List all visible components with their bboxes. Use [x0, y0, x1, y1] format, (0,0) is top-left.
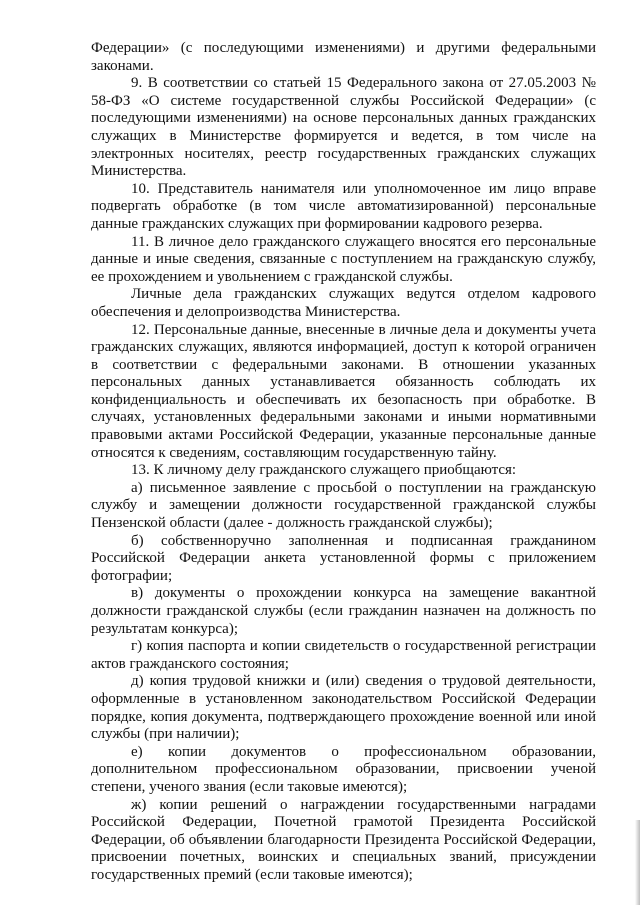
- list-item-g: г) копия паспорта и копии свидетельств о государственной регистрации актов гражданского состояния;: [91, 638, 596, 672]
- document-body: [91, 40, 596, 885]
- paragraph-10: 10. Представитель нанимателя или уполномоченное им лицо вправе подвергать обработке (в том числе автоматизированной) персональные данные гражданских служащих при формировании кадрового резерва.: [91, 180, 596, 232]
- paragraph-9: 9. В соответствии со статьей 15 Федерального закона от 27.05.2003 № 58-ФЗ «О системе государственной службы Российской Федерации» (с последующими изменениями) на основе персональных данных гражданских служащих в Министерстве формируется и ведется, в том числе на электронных носителях, реестр государственных гражданских служащих Министерства.: [91, 75, 596, 180]
- list-item-e: е) копии документов о профессиональном образовании, дополнительном профессиональном образовании, присвоении ученой степени, ученого звания (если таковые имеются);: [91, 743, 596, 795]
- paragraph-11: 11. В личное дело гражданского служащего вносятся его персональные данные и иные сведения, связанные с поступлением на гражданскую службу, ее прохождением и увольнением с гражданской службы.: [91, 233, 596, 285]
- paragraph-continuation: Федерации» (с последующими изменениями) и другими федеральными законами.: [91, 40, 596, 74]
- list-item-zh: ж) копии решений о награждении государственными наградами Российской Федерации, Почетной грамотой Президента Российской Федерации, об объявлении благодарности Президента Российской Федерации, присвоении почетных, воинских и специальных званий, присуждении государственных премий (если таковые имеются);: [91, 796, 596, 883]
- paragraph-11-personal-files: Личные дела гражданских служащих ведутся отделом кадрового обеспечения и делопроизводства Министерства.: [91, 286, 596, 320]
- list-item-a: а) письменное заявление с просьбой о поступлении на гражданскую службу и замещении должности государственной гражданской службы Пензенской области (далее - должность гражданской службы);: [91, 479, 596, 532]
- scan-edge-shadow: [635, 820, 640, 905]
- paragraph-12: 12. Персональные данные, внесенные в личные дела и документы учета гражданских служащих, являются информацией, доступ к которой ограничен в соответствии с федеральными законами. В отношении указанных персональных данных устанавливается обязанность соблюдать их конфиденциальность и обеспечивать их безопасность при обработке. В случаях, установленных федеральными законами и иными нормативными правовыми актами Российской Федерации, указанные персональные данные относятся к сведениям, составляющим государственную тайну.: [91, 321, 596, 461]
- paragraph-13: 13. К личному делу гражданского служащего приобщаются:: [131, 462, 517, 479]
- list-item-v: в) документы о прохождении конкурса на замещение вакантной должности гражданской службы (если гражданин назначен на должность по результатам конкурса);: [91, 585, 596, 637]
- list-item-d: д) копия трудовой книжки и (или) сведения о трудовой деятельности, оформленные в установленном законодательством Российской Федерации порядке, копия документа, подтверждающего прохождение военной или иной службы (при наличии);: [91, 673, 596, 743]
- list-item-b: б) собственноручно заполненная и подписанная гражданином Российской Федерации анкета установленной формы с приложением фотографии;: [91, 532, 596, 584]
